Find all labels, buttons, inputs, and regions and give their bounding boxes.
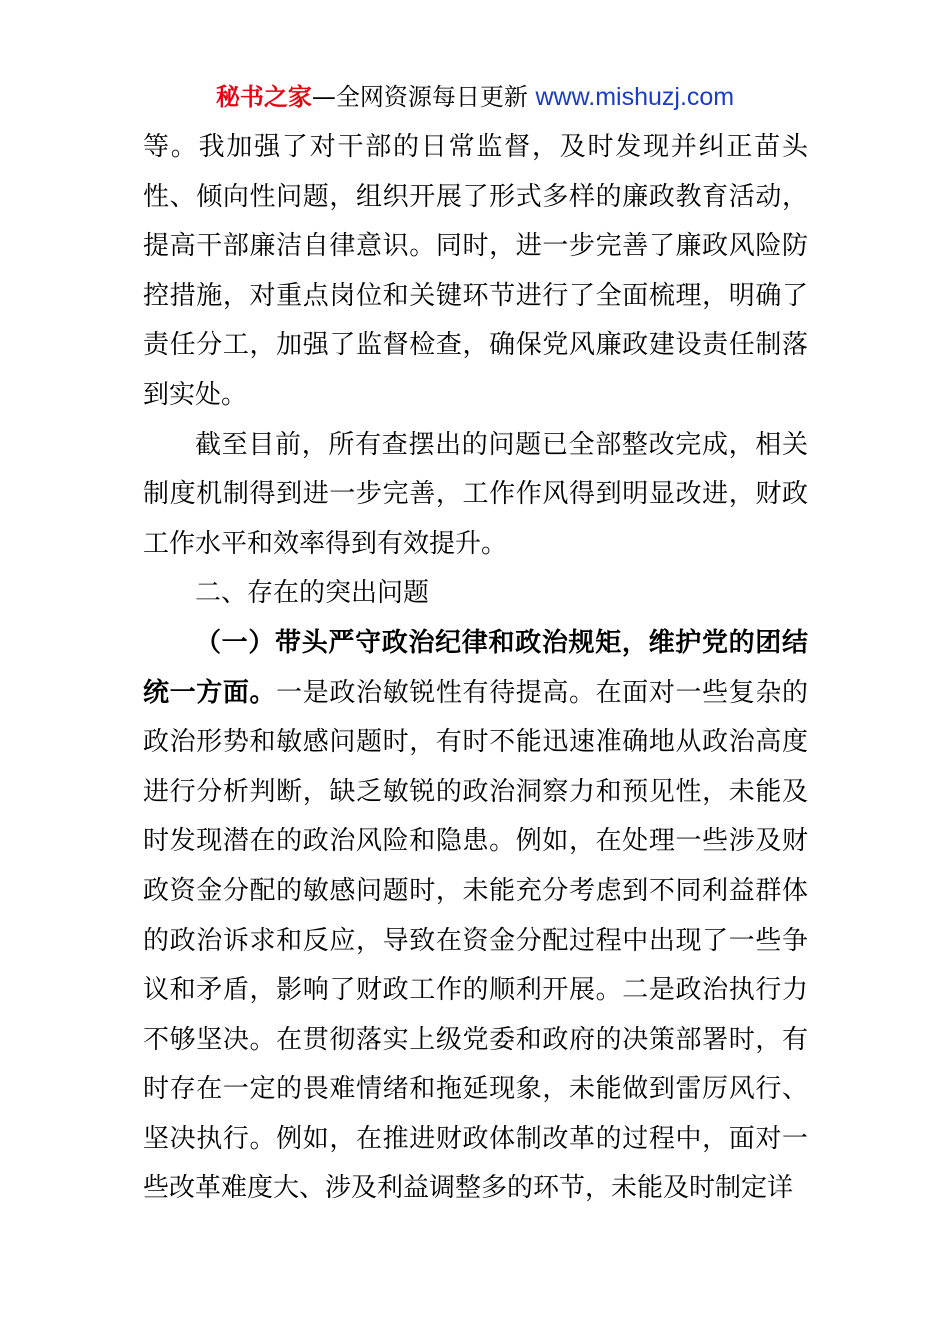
paragraph-political-discipline-body: 一是政治敏锐性有待提高。在面对一些复杂的政治形势和敏感问题时，有时不能迅速准确地从政治高度进行分析判断，缺乏敏锐的政治洞察力和预见性，未能及时发现潜在的政治风险和隐患。例如，在处理一些涉及财政资金分配的敏感问题时，未能充分考虑到不同利益群体的政治诉求和反应，导致在资金分配过程中出现了一些争议和矛盾，影响了财政工作的顺利开展。二是政治执行力不够坚决。在贯彻落实上级党委和政府的决策部署时，有时存在一定的畏难情绪和拖延现象，未能做到雷厉风行、坚决执行。例如，在推进财政体制改革的过程中，面对一些改革难度大、涉及利益调整多的环节，未能及时制定详 <box>143 677 808 1204</box>
section-heading: 二、存在的突出问题 <box>195 578 430 609</box>
paragraph-continuation: 等。我加强了对干部的日常监督，及时发现并纠正苗头性、倾向性问题，组织开展了形式多样的廉政教育活动，提高干部廉洁自律意识。同时，进一步完善了廉政风险防控措施，对重点岗位和关键环节进行了全面梳理，明确了责任分工，加强了监督检查，确保党风廉政建设责任制落到实处。 <box>143 132 808 410</box>
header-tagline: —全网资源每日更新 <box>311 83 528 111</box>
document-body <box>143 123 808 1214</box>
page-header <box>0 80 950 114</box>
paragraph-rectification-summary: 截至目前，所有查摆出的问题已全部整改完成，相关制度机制得到进一步完善，工作作风得到明显改进，财政工作水平和效率得到有效提升。 <box>143 429 808 559</box>
subsection-heading: （一）带头严守政治纪律和政治规矩，维护党的团结统一方面。 <box>143 627 808 708</box>
brand-name: 秘书之家 <box>215 83 312 111</box>
website-url[interactable]: www.mishuzj.com <box>535 83 735 111</box>
paragraph-political-discipline <box>143 619 808 1214</box>
